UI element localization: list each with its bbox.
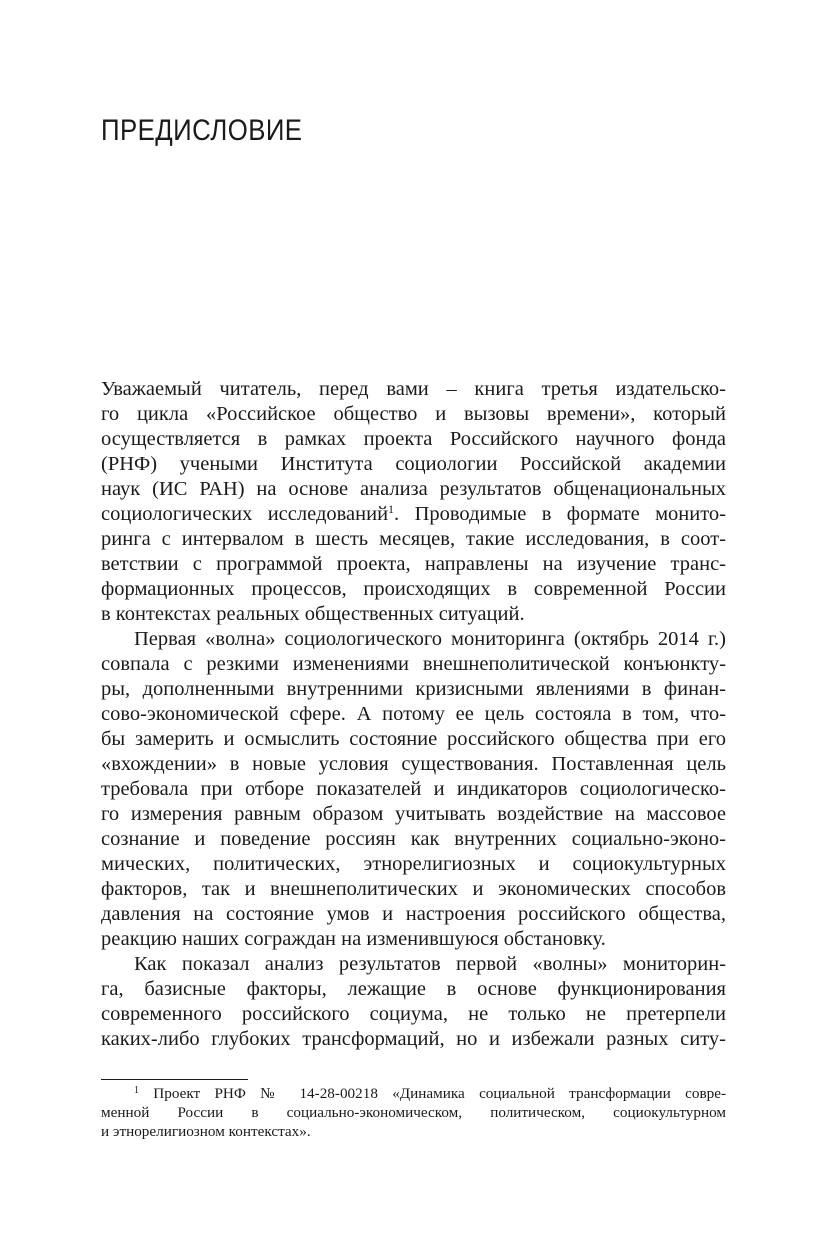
- text-line-with-footnote: социологических исследований$^1$. Проводимые в формате монито-: [101, 502, 727, 525]
- text-line: формационных процессов, происходящих в современной России: [101, 578, 726, 600]
- text-line: совпала с резкими изменениями внешнеполитической конъюнкту-: [101, 653, 726, 675]
- footnote-line: менной России в социально-экономическом, политическом, социокультурном: [101, 1104, 726, 1121]
- text-fragment: Проводимые в формате монито-: [414, 503, 727, 525]
- text-line: каких-либо глубоких трансформаций, но и избежали разных ситу-: [101, 1028, 726, 1050]
- text-line: (РНФ) учеными Института социологии Российской академии: [101, 453, 726, 475]
- text-line: факторов, так и внешнеполитических и экономических способов: [101, 878, 726, 900]
- text-line: Уважаемый читатель, перед вами – книга третья издательско-: [101, 378, 726, 400]
- text-line: бы замерить и осмыслить состояние российского общества при его: [101, 728, 726, 750]
- footnote-line: и этнорелигиозном контекстах».: [101, 1123, 311, 1140]
- text-line: в контекстах реальных общественных ситуаций.: [101, 603, 525, 625]
- footnote-separator: [101, 1079, 248, 1080]
- text-line: ры, дополненными внутренними кризисными явлениями в финан-: [101, 678, 726, 700]
- text-line: го измерения равным образом учитывать воздействие на массовое: [101, 803, 726, 825]
- text-line: наук (ИС РАН) на основе анализа результатов общенациональных: [101, 478, 726, 500]
- text-line: современного российского социума, не только не претерпели: [101, 1003, 726, 1025]
- text-line: осуществляется в рамках проекта Российского научного фонда: [101, 428, 726, 450]
- text-line: га, базисные факторы, лежащие в основе функционирования: [101, 978, 726, 1000]
- footnote-line: [101, 1084, 726, 1103]
- paragraph-3: [101, 952, 726, 1052]
- text-line: «вхождении» в новые условия существования. Поставленная цель: [101, 753, 726, 775]
- text-line: реакцию наших сограждан на изменившуюся обстановку.: [101, 928, 606, 950]
- text-line: мических, политических, этнорелигиозных и социокультурных: [101, 853, 726, 875]
- footnote: [101, 1084, 726, 1141]
- text-line: ветствии с программой проекта, направлены на изучение транс-: [101, 553, 726, 575]
- footnote-marker: 1: [134, 1085, 139, 1096]
- paragraph-1: [101, 377, 726, 627]
- footnote-reference: 1: [388, 502, 395, 516]
- text-line: требовала при отборе показателей и индикаторов социологическо-: [101, 778, 726, 800]
- page-title: ПРЕДИСЛОВИЕ: [101, 114, 303, 147]
- footnote-text: Проект РНФ № 14-28-00218 «Динамика социальной трансформации совре-: [153, 1085, 727, 1102]
- text-line: Как показал анализ результатов первой «волны» мониторин-: [134, 953, 726, 975]
- paragraph-2: [101, 627, 726, 952]
- text-line: го цикла «Российское общество и вызовы времени», который: [101, 403, 726, 425]
- text-line: Первая «волна» социологического мониторинга (октябрь 2014 г.): [134, 628, 726, 650]
- text-line: сово-экономической сфере. А потому ее цель состояла в том, что-: [101, 703, 726, 725]
- body-text: [101, 377, 726, 1052]
- text-fragment: социологических исследований: [101, 503, 389, 525]
- text-line: ринга с интервалом в шесть месяцев, такие исследования, в соот-: [101, 528, 726, 550]
- text-line: сознание и поведение россиян как внутренних социально-эконо-: [101, 828, 726, 850]
- text-line: давления на состояние умов и настроения российского общества,: [101, 903, 726, 925]
